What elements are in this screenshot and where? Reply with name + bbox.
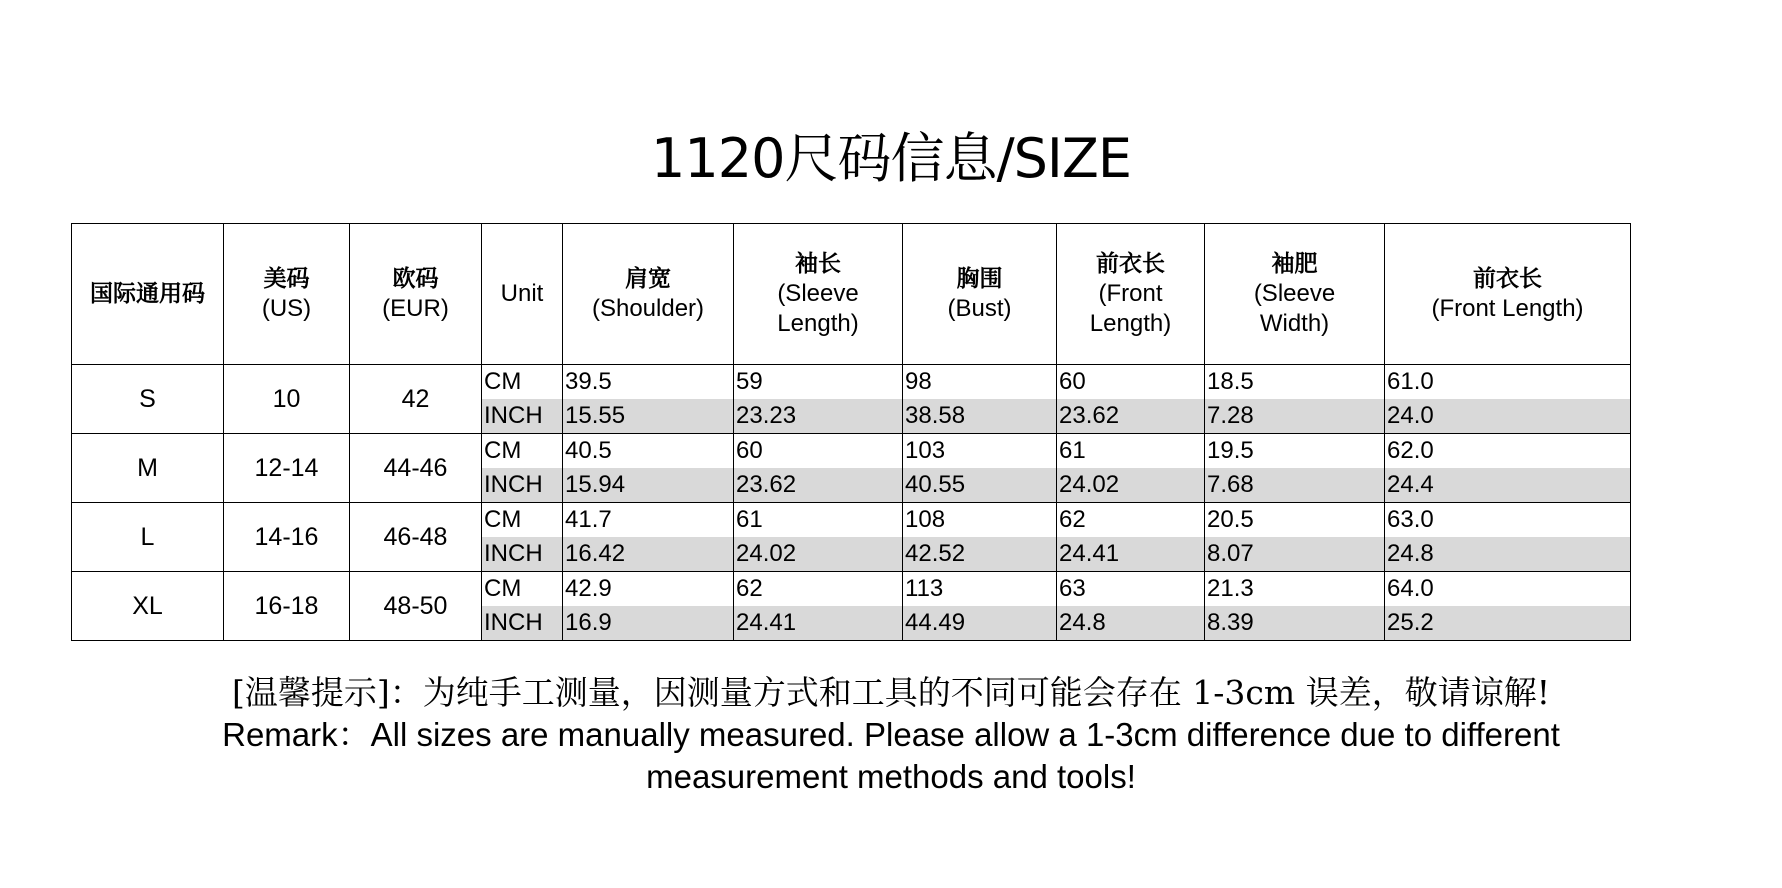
measurement-cell: 103	[903, 434, 1057, 469]
measurement-cell: 61	[1057, 434, 1205, 469]
table-row	[72, 503, 1631, 538]
header-bust	[903, 224, 1057, 365]
remark-english-line2: measurement methods and tools!	[646, 758, 1136, 795]
measurement-cell: 24.8	[1057, 606, 1205, 641]
header-label: Length)	[1089, 310, 1172, 337]
measurement-cell: 61	[734, 503, 903, 538]
measurement-cell: 60	[1057, 365, 1205, 400]
eur-size: 48-50	[350, 572, 482, 641]
header-label: (Sleeve	[1253, 280, 1336, 307]
us-size: 14-16	[224, 503, 350, 572]
table-row	[72, 365, 1631, 400]
remark-chinese: [温馨提示]：为纯手工测量，因测量方式和工具的不同可能会存在 1-3cm 误差，敬请谅解!	[232, 673, 1550, 712]
measurement-cell: 23.23	[734, 399, 903, 434]
header-label: 胸围	[956, 266, 1003, 292]
unit-cell: CM	[482, 572, 563, 607]
header-label: (Front Length)	[1431, 295, 1584, 322]
measurement-cell: 44.49	[903, 606, 1057, 641]
us-size: 12-14	[224, 434, 350, 503]
table-header-row	[72, 224, 1631, 365]
measurement-cell: 19.5	[1205, 434, 1385, 469]
size-label: L	[72, 503, 224, 572]
measurement-cell: 24.41	[1057, 537, 1205, 572]
header-label: 肩宽	[625, 266, 671, 292]
measurement-cell: 63	[1057, 572, 1205, 607]
unit-cell: CM	[482, 365, 563, 400]
table-row	[72, 434, 1631, 469]
measurement-cell: 15.55	[563, 399, 734, 434]
measurement-cell: 40.5	[563, 434, 734, 469]
page-title: 1120尺码信息/SIZE	[651, 127, 1131, 190]
measurement-cell: 61.0	[1385, 365, 1631, 400]
measurement-cell: 7.68	[1205, 468, 1385, 503]
measurement-cell: 21.3	[1205, 572, 1385, 607]
size-chart-table	[71, 223, 1631, 641]
header-label: 美码	[263, 266, 310, 292]
eur-size: 42	[350, 365, 482, 434]
header-label: 袖肥	[1271, 251, 1318, 277]
table-row	[72, 572, 1631, 607]
measurement-cell: 24.02	[734, 537, 903, 572]
eur-size: 44-46	[350, 434, 482, 503]
size-label: M	[72, 434, 224, 503]
eur-size: 46-48	[350, 503, 482, 572]
header-unit	[482, 224, 563, 365]
header-label: 袖长	[795, 251, 841, 277]
measurement-cell: 42.9	[563, 572, 734, 607]
measurement-cell: 59	[734, 365, 903, 400]
header-label: (US)	[261, 295, 312, 322]
header-label: (Sleeve	[777, 280, 859, 307]
measurement-cell: 24.41	[734, 606, 903, 641]
us-size: 16-18	[224, 572, 350, 641]
header-label: Unit	[500, 280, 544, 307]
measurement-cell: 64.0	[1385, 572, 1631, 607]
header-label: (Front	[1098, 280, 1163, 307]
measurement-cell: 62	[734, 572, 903, 607]
unit-cell: INCH	[482, 468, 563, 503]
measurement-cell: 8.07	[1205, 537, 1385, 572]
size-label: S	[72, 365, 224, 434]
measurement-cell: 40.55	[903, 468, 1057, 503]
us-size: 10	[224, 365, 350, 434]
header-eur-size	[350, 224, 482, 365]
measurement-cell: 15.94	[563, 468, 734, 503]
header-label: (Bust)	[947, 295, 1012, 322]
unit-cell: CM	[482, 503, 563, 538]
remark-english-line1: Remark：All sizes are manually measured. Please allow a 1-3cm difference due to different	[222, 716, 1560, 753]
unit-cell: CM	[482, 434, 563, 469]
measurement-cell: 39.5	[563, 365, 734, 400]
measurement-cell: 63.0	[1385, 503, 1631, 538]
measurement-cell: 8.39	[1205, 606, 1385, 641]
header-label: 前衣长	[1473, 266, 1542, 292]
unit-cell: INCH	[482, 399, 563, 434]
unit-cell: INCH	[482, 606, 563, 641]
measurement-cell: 38.58	[903, 399, 1057, 434]
measurement-cell: 98	[903, 365, 1057, 400]
header-label: 前衣长	[1096, 251, 1165, 277]
size-label: XL	[72, 572, 224, 641]
header-front-length	[1057, 224, 1205, 365]
measurement-cell: 23.62	[734, 468, 903, 503]
measurement-cell: 16.9	[563, 606, 734, 641]
remark-note	[0, 672, 1782, 798]
measurement-cell: 41.7	[563, 503, 734, 538]
measurement-cell: 62.0	[1385, 434, 1631, 469]
header-shoulder	[563, 224, 734, 365]
header-label: (EUR)	[382, 295, 449, 322]
measurement-cell: 23.62	[1057, 399, 1205, 434]
measurement-cell: 113	[903, 572, 1057, 607]
measurement-cell: 42.52	[903, 537, 1057, 572]
measurement-cell: 18.5	[1205, 365, 1385, 400]
header-us-size	[224, 224, 350, 365]
measurement-cell: 108	[903, 503, 1057, 538]
header-label: 欧码	[392, 266, 439, 292]
measurement-cell: 60	[734, 434, 903, 469]
header-label: 国际通用码	[90, 281, 205, 307]
header-label: Length)	[777, 310, 859, 337]
measurement-cell: 25.2	[1385, 606, 1631, 641]
header-label: Width)	[1259, 310, 1330, 337]
unit-cell: INCH	[482, 537, 563, 572]
measurement-cell: 62	[1057, 503, 1205, 538]
header-intl-size	[72, 224, 224, 365]
measurement-cell: 24.4	[1385, 468, 1631, 503]
header-front-length-2	[1385, 224, 1631, 365]
measurement-cell: 7.28	[1205, 399, 1385, 434]
header-sleeve-length	[734, 224, 903, 365]
header-label: (Shoulder)	[591, 295, 705, 322]
measurement-cell: 24.8	[1385, 537, 1631, 572]
measurement-cell: 20.5	[1205, 503, 1385, 538]
measurement-cell: 24.0	[1385, 399, 1631, 434]
measurement-cell: 24.02	[1057, 468, 1205, 503]
header-sleeve-width	[1205, 224, 1385, 365]
measurement-cell: 16.42	[563, 537, 734, 572]
